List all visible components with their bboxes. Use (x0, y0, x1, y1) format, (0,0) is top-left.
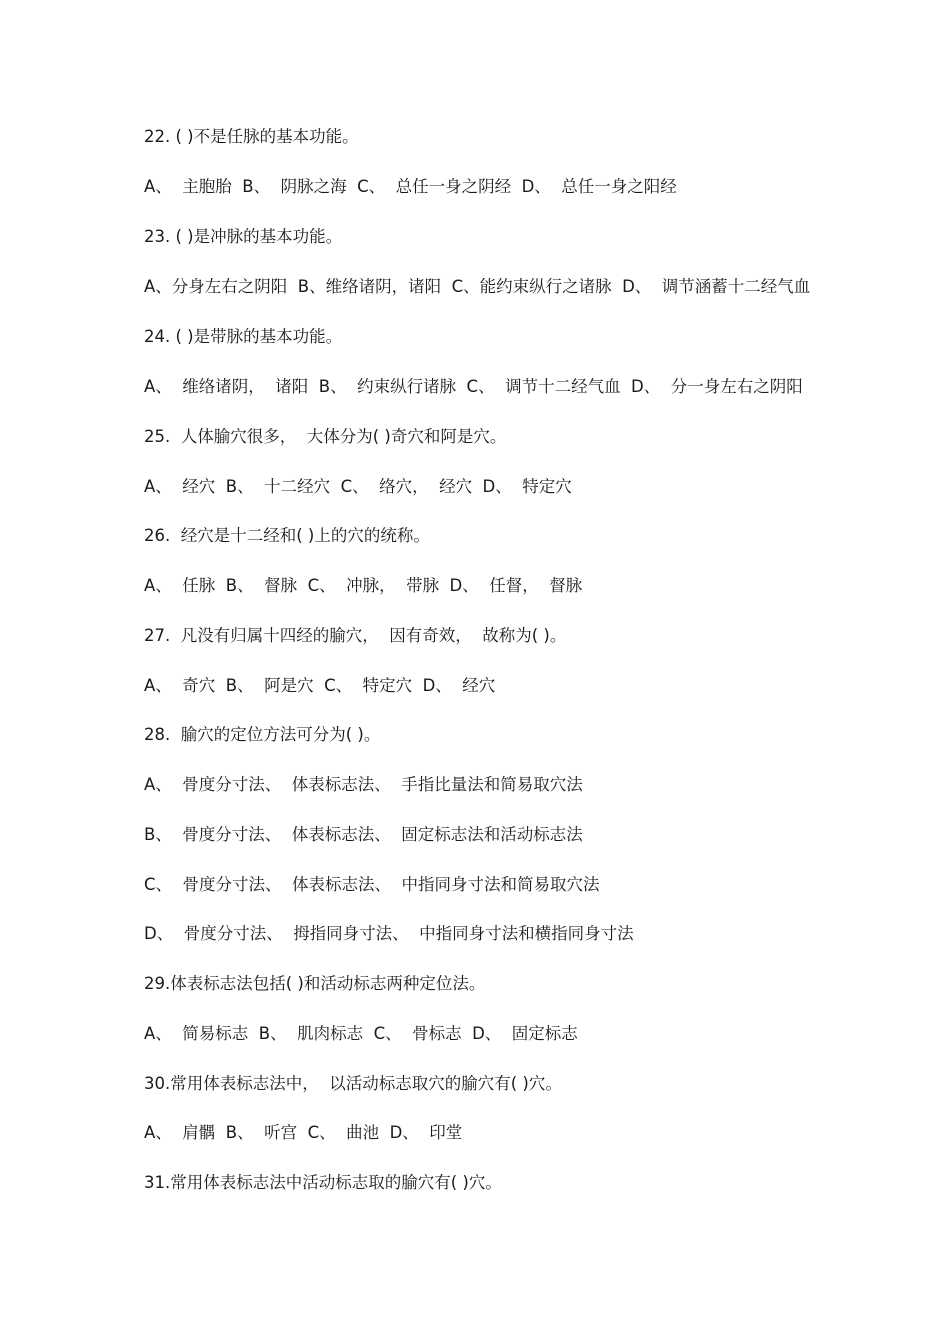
question-22: 22. ( )不是任脉的基本功能。 (144, 127, 359, 146)
option-28-b: B、 骨度分寸法、 体表标志法、 固定标志法和活动标志法 (144, 825, 583, 844)
question-26: 26. 经穴是十二经和( )上的穴的统称。 (144, 526, 430, 545)
options-24: A、 维络诸阴， 诸阳 B、 约束纵行诸脉 C、 调节十二经气血 D、 分一身左右之阴阳 (144, 377, 803, 396)
option-28-d: D、 骨度分寸法、 拇指同身寸法、 中指同身寸法和横指同身寸法 (144, 924, 634, 943)
question-24: 24. ( )是带脉的基本功能。 (144, 327, 343, 346)
options-22: A、 主胞胎 B、 阴脉之海 C、 总任一身之阴经 D、 总任一身之阳经 (144, 177, 677, 196)
option-28-c: C、 骨度分寸法、 体表标志法、 中指同身寸法和简易取穴法 (144, 875, 600, 894)
options-30: A、 肩髃 B、 听宫 C、 曲池 D、 印堂 (144, 1123, 463, 1142)
option-28-a: A、 骨度分寸法、 体表标志法、 手指比量法和简易取穴法 (144, 775, 583, 794)
question-28: 28. 腧穴的定位方法可分为( )。 (144, 725, 381, 744)
question-23: 23. ( )是冲脉的基本功能。 (144, 227, 343, 246)
options-23: A、分身左右之阴阳 B、维络诸阴，诸阳 C、能约束纵行之诸脉 D、 调节涵蓄十二经气血 (144, 277, 811, 296)
question-31: 31.常用体表标志法中活动标志取的腧穴有( )穴。 (144, 1173, 502, 1192)
question-27: 27. 凡没有归属十四经的腧穴， 因有奇效， 故称为( )。 (144, 626, 567, 645)
question-29: 29.体表标志法包括( )和活动标志两种定位法。 (144, 974, 486, 993)
options-29: A、 简易标志 B、 肌肉标志 C、 骨标志 D、 固定标志 (144, 1024, 578, 1043)
question-30: 30.常用体表标志法中， 以活动标志取穴的腧穴有( )穴。 (144, 1074, 562, 1093)
options-25: A、 经穴 B、 十二经穴 C、 络穴， 经穴 D、 特定穴 (144, 477, 572, 496)
options-26: A、 任脉 B、 督脉 C、 冲脉， 带脉 D、 任督， 督脉 (144, 576, 583, 595)
question-25: 25. 人体腧穴很多， 大体分为( )奇穴和阿是穴。 (144, 427, 507, 446)
options-27: A、 奇穴 B、 阿是穴 C、 特定穴 D、 经穴 (144, 676, 496, 695)
